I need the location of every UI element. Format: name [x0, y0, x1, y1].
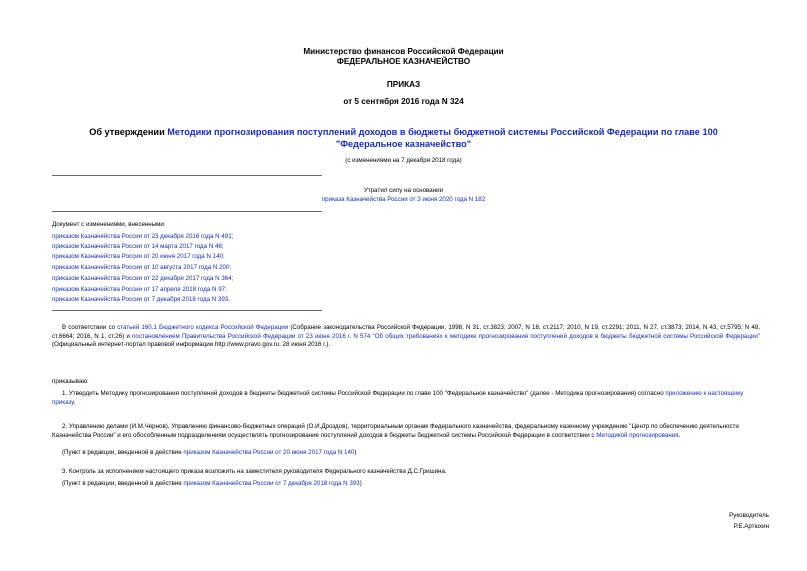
changes-heading: Документ с изменениями, внесенными: [52, 221, 166, 228]
item-2-note-link[interactable]: приказом Казначейства России от 20 июня 2017 года N 140 [183, 449, 355, 456]
item-3-note-link[interactable]: приказом Казначейства России от 7 декабря 2018 года N 393 [183, 480, 360, 487]
item-2-paragraph [52, 423, 764, 440]
doc-type: ПРИКАЗ [386, 80, 421, 89]
change-order-link[interactable]: приказом Казначейства России от 14 марта 2017 года N 46; [52, 243, 224, 250]
item-2-note [62, 449, 356, 458]
change-order-link[interactable]: приказом Казначейства России от 23 декабря 2016 года N 491; [52, 233, 234, 240]
note-text: ) [359, 480, 362, 487]
document-title [60, 126, 747, 150]
change-order-link[interactable]: приказом Казначейства России от 20 июня 2017 года N 140; [52, 253, 225, 260]
note-text: ) [354, 449, 357, 456]
item-1-paragraph [52, 390, 760, 407]
agency-name: ФЕДЕРАЛЬНОЕ КАЗНАЧЕЙСТВО [336, 57, 471, 66]
expired-note: Утратил силу на основании [363, 187, 444, 194]
ministry-name: Министерство финансов Российской Федерации [303, 47, 504, 56]
government-decree-link[interactable]: постановлением Правительства Российской Федерации от 23 июня 2016 г. N 574 "Об общих требованиях к методике прогнозирования поступлений доходов в бюджеты бюджетной системы Российской Федерации" [132, 332, 760, 340]
change-order-link[interactable]: приказом Казначейства России от 10 августа 2017 года N 200; [52, 264, 232, 271]
signature-name: Р.Е.Артюхин [733, 523, 769, 530]
change-order-link[interactable]: приказом Казначейства России от 7 декабря 2018 года N 393. [52, 296, 230, 303]
item-3-text: 3. Контроль за исполнением настоящего приказа возложить на заместителя руководителя Федерального казначейства Д.С.Гришина. [62, 468, 447, 475]
change-order-link[interactable]: приказом Казначейства России от 17 апреля 2018 года N 97; [52, 286, 227, 293]
preamble-text: (Собрание законодательства Российской Федерации, 1998, N 31, ст.3823; 2007, N 18, ст.2117; 2010, N 19, ст.2291; 2011, N 27, ст.3873; 2014, N 43, ст.5795; N 48, ст.6664; 2016, N 1, ст.26) и [52, 324, 760, 340]
divider [52, 211, 322, 212]
item-2-text: . [678, 431, 681, 439]
preamble-text: (Официальный интернет-портал правовой информации http://www.pravo.gov.ru, 28 июня 2016 г.). [52, 341, 331, 348]
amendments-note: (с изменениями на 7 декабря 2018 года) [345, 157, 462, 164]
preamble-text: В соответствии со [62, 324, 118, 331]
title-prefix: Об утверждении [89, 127, 168, 137]
change-order-link[interactable]: приказом Казначейства России от 22 декабря 2017 года N 364; [52, 275, 234, 282]
item-1-text: . [73, 398, 76, 406]
note-text: (Пункт в редакции, введенной в действие [62, 449, 184, 456]
budget-code-link[interactable]: статьей 160.1 Бюджетного кодекса Российской Федерации [117, 324, 289, 331]
title-method-link[interactable]: Методики прогнозирования поступлений доходов в бюджеты бюджетной системы Российской Федерации по главе 100 "Федеральное казначейство" [167, 127, 718, 149]
order-word: приказываю: [52, 378, 89, 385]
item-2-text: 2. Управлению делами (И.М.Чернов), Управлению финансово-бюджетных операций (О.И.Дроздов), территориальным органам Федерального казначейства, федеральному казенному учреждению "Центр по обеспечению деятельности Казначейства России" и его обособленным подразделениям осуществлять прогнозирование поступлений доходов в бюджеты бюджетной системы Российской Федерации в соответствии с [52, 423, 739, 439]
item-1-text: 1. Утвердить Методику прогнозирования поступлений доходов в бюджеты бюджетной системы Российской Федерации по главе 100 "Федеральное казначейство" (далее - Методика прогнозирования) согласно [62, 390, 666, 397]
divider [52, 175, 322, 176]
method-link[interactable]: Методикой прогнозирования [596, 431, 679, 439]
divider [52, 310, 322, 311]
expired-order-link[interactable]: приказа Казначейства России от 3 июня 2020 года N 182 [321, 196, 486, 203]
note-text: (Пункт в редакции, введенной в действие [62, 480, 184, 487]
preamble-paragraph [52, 324, 760, 350]
signature-position: Руководитель [729, 512, 769, 519]
item-3-note [62, 480, 362, 489]
appendix-link[interactable]: приложению к настоящему приказу [52, 390, 744, 406]
doc-date: от 5 сентября 2016 года N 324 [343, 97, 464, 106]
